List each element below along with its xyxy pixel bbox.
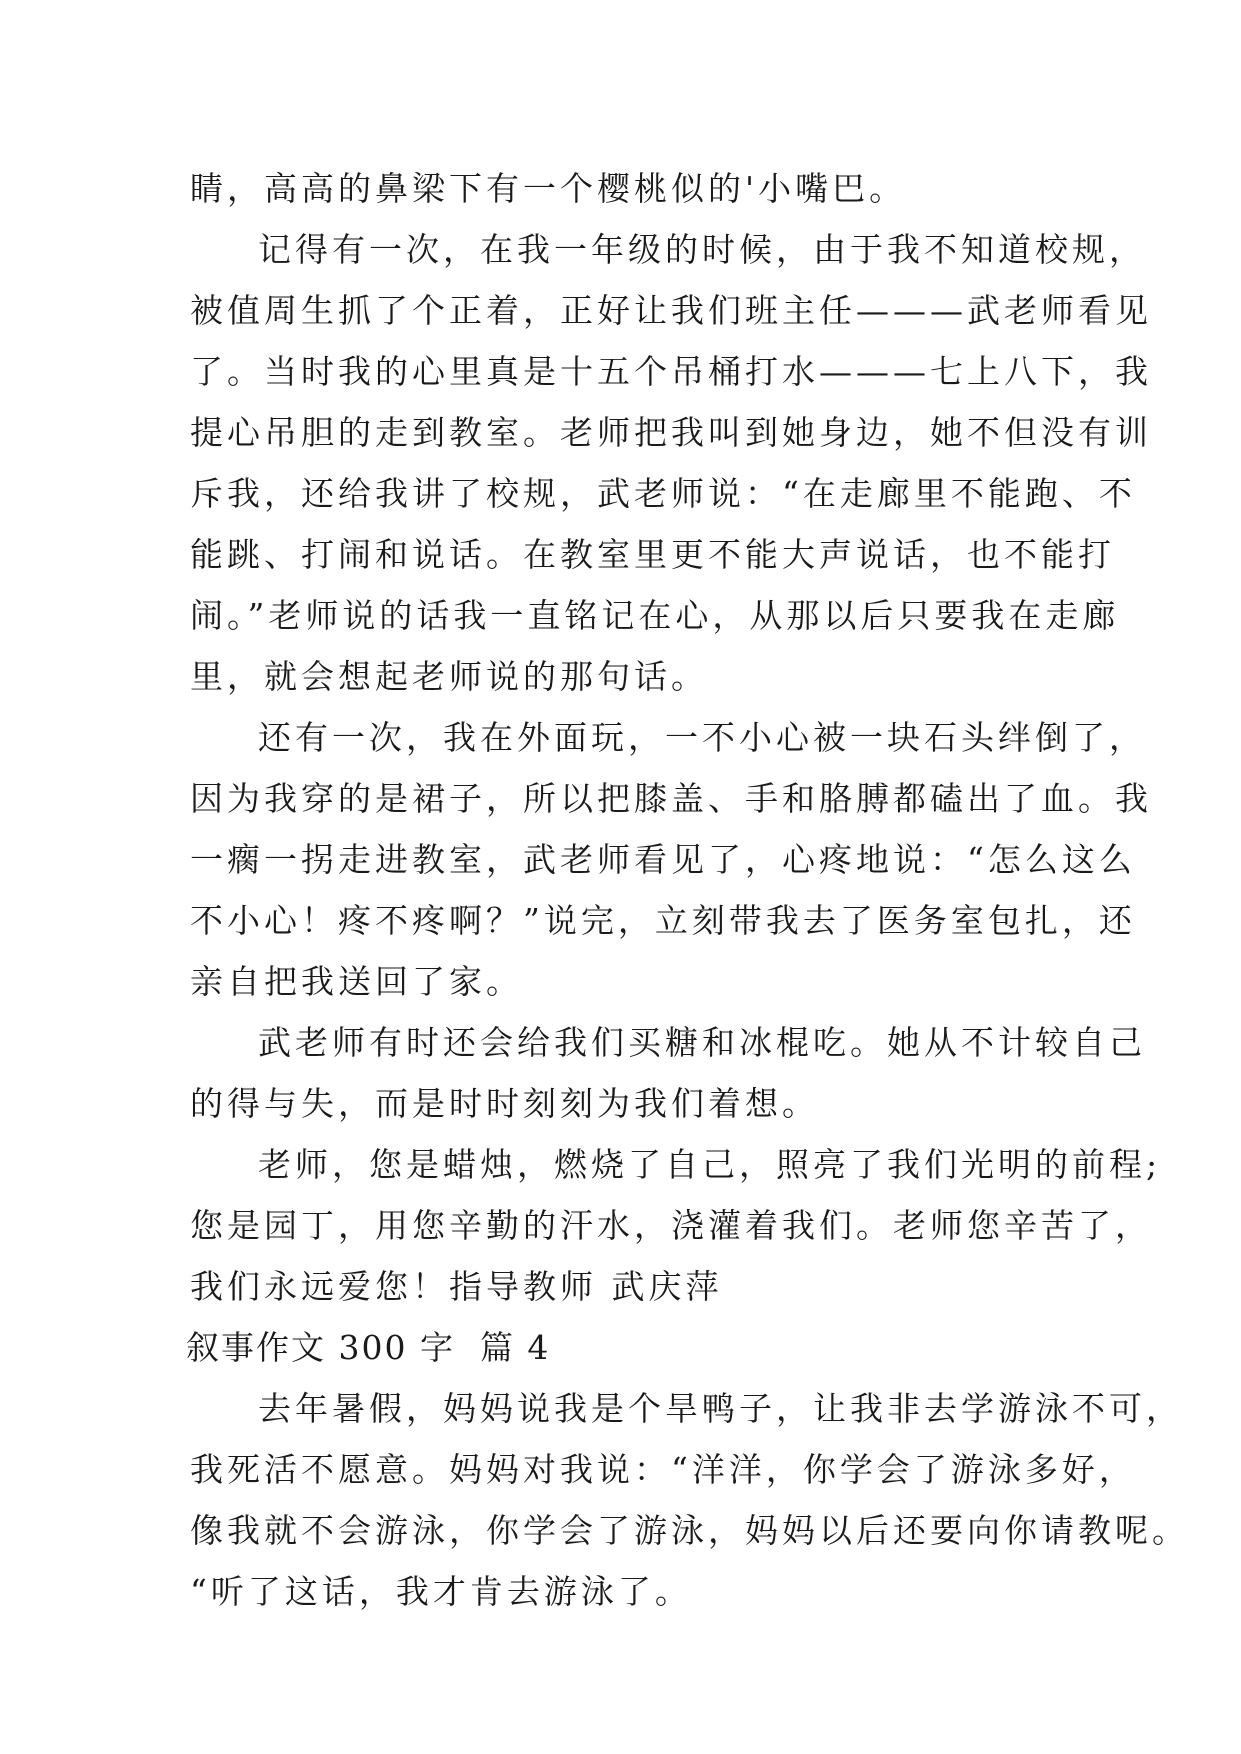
text-line: 老师，您是蜡烛，燃烧了自己，照亮了我们光明的前程; (258, 1145, 1162, 1184)
text-line: 亲自把我送回了家。 (190, 962, 523, 1001)
text-line: 里，就会想起老师说的那句话。 (190, 657, 708, 696)
text-line: 一瘸一拐走进教室，武老师看见了，心疼地说：“怎么这么 (190, 840, 1136, 879)
text-line: 因为我穿的是裙子，所以把膝盖、手和胳膊都磕出了血。我 (190, 779, 1152, 818)
text-line: 还有一次，我在外面玩，一不小心被一块石头绊倒了， (258, 718, 1146, 757)
text-line: 睛，高高的鼻梁下有一个樱桃似的'小嘴巴。 (190, 169, 907, 208)
text-line: “听了这话，我才肯去游泳了。 (190, 1572, 692, 1611)
section-heading: 叙事作文 300 字 篇 4 (186, 1328, 551, 1367)
text-line: 我死活不愿意。妈妈对我说：“洋洋，你学会了游泳多好， (190, 1450, 1136, 1489)
text-line: 的得与失，而是时时刻刻为我们着想。 (190, 1084, 819, 1123)
text-line: 不小心！疼不疼啊？”说完，立刻带我去了医务室包扎，还 (190, 901, 1136, 940)
text-line: 武老师有时还会给我们买糖和冰棍吃。她从不计较自己 (258, 1023, 1146, 1062)
text-line: 记得有一次，在我一年级的时候，由于我不知道校规， (258, 230, 1146, 269)
text-line: 像我就不会游泳，你学会了游泳，妈妈以后还要向你请教呢。 (190, 1511, 1189, 1550)
text-line: 被值周生抓了个正着，正好让我们班主任———武老师看见 (190, 291, 1152, 330)
text-line: 闹。”老师说的话我一直铭记在心，从那以后只要我在走廊 (190, 596, 1120, 635)
text-line: 斥我，还给我讲了校规，武老师说：“在走廊里不能跑、不 (190, 474, 1136, 513)
text-line: 了。当时我的心里真是十五个吊桶打水———七上八下，我 (190, 352, 1152, 391)
text-line: 去年暑假，妈妈说我是个旱鸭子，让我非去学游泳不可， (258, 1389, 1183, 1428)
document-body (186, 158, 1189, 1622)
text-line: 提心吊胆的走到教室。老师把我叫到她身边，她不但没有训 (190, 413, 1152, 452)
text-line: 您是园丁，用您辛勤的汗水，浇灌着我们。老师您辛苦了， (190, 1206, 1152, 1245)
text-line: 能跳、打闹和说话。在教室里更不能大声说话，也不能打 (190, 535, 1115, 574)
text-line: 我们永远爱您！指导教师 武庆萍 (190, 1267, 723, 1306)
